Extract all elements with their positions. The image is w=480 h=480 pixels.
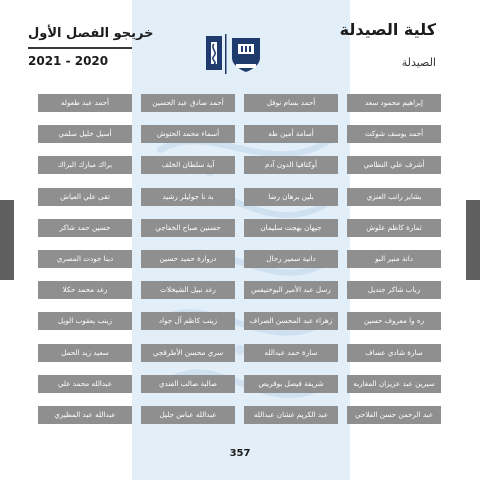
class-title: خريجو الفصل الأول	[28, 26, 154, 41]
department-subtitle: الصيدلة	[401, 56, 436, 69]
graduate-name: بة نا جوليلر رشيد	[141, 188, 235, 206]
graduate-name: جيهان بهجت سليمان	[244, 219, 338, 237]
graduate-name: رسل عبد الأمير البوخنيفس	[244, 281, 338, 299]
graduate-name: أحمد بسام نوفل	[244, 94, 338, 112]
graduate-name: بلين برهان رضا	[244, 188, 338, 206]
graduate-name: سعيد زيد الحمل	[38, 344, 132, 362]
graduate-name: أسيل خليل سلمي	[38, 125, 132, 143]
graduate-name: زهراء عبد المحسن الصراف	[244, 312, 338, 330]
graduate-name: ثمارة كاظم علوش	[347, 219, 441, 237]
right-side-tab	[466, 200, 480, 280]
graduate-name: أحمد صادق عبد الحسين	[141, 94, 235, 112]
graduate-name: رغد محمد حكلا	[38, 281, 132, 299]
graduate-name: شريفة فيصل بوقريص	[244, 375, 338, 393]
faculty-title: كلية الصيدلة	[339, 20, 436, 39]
title-divider	[28, 47, 132, 49]
graduate-name: سارة شادي عساف	[347, 344, 441, 362]
graduate-name: دانة منير البو	[347, 250, 441, 268]
graduate-name: سيرين عبد عزيزان المغاربه	[347, 375, 441, 393]
graduate-name: حسنين صباح الخفاجي	[141, 219, 235, 237]
left-side-tab	[0, 200, 14, 280]
graduate-name: بشاير راتب العنزي	[347, 188, 441, 206]
graduate-name: عبدالله عباس جليل	[141, 406, 235, 424]
graduates-grid	[38, 94, 441, 424]
graduate-name: عبد الرحمن حسن الفلاحي	[347, 406, 441, 424]
graduate-name: أسماء محمد الحتوش	[141, 125, 235, 143]
graduate-name: دينا جودت المصري	[38, 250, 132, 268]
graduate-name: براك مبارك البراك	[38, 156, 132, 174]
graduate-name: آية سلطان الخلف	[141, 156, 235, 174]
graduate-name: أحمد عبد طعوله	[38, 94, 132, 112]
graduate-name: زينب كاظم آل جواد	[141, 312, 235, 330]
graduate-name: دروازة حميد حسين	[141, 250, 235, 268]
graduate-name: إبراهيم محمود سعد	[347, 94, 441, 112]
graduate-name: ره وا معروف حسين	[347, 312, 441, 330]
graduate-name: حسين حمد شاكر	[38, 219, 132, 237]
graduate-name: دانية سمير رحال	[244, 250, 338, 268]
graduate-name: رغد نبيل الشيخلات	[141, 281, 235, 299]
university-logo-icon	[206, 34, 268, 74]
graduate-name: سري محسن الأطرقجي	[141, 344, 235, 362]
graduate-name: أوكتافيا الدون آدم	[244, 156, 338, 174]
graduate-name: أسامة أمين طه	[244, 125, 338, 143]
graduate-name: سارة حمد عبدالله	[244, 344, 338, 362]
graduate-name: صالبة صالب الفندي	[141, 375, 235, 393]
graduate-name: عبد الكريم غشان عبدالله	[244, 406, 338, 424]
graduate-name: عبدالله محمد علي	[38, 375, 132, 393]
graduate-name: أشرف علي النظامي	[347, 156, 441, 174]
page-number: 357	[229, 448, 251, 459]
graduate-name: زينب يعقوب الويل	[38, 312, 132, 330]
graduate-name: أحمد يوسف شوكت	[347, 125, 441, 143]
graduate-name: رباب شاكر جنديل	[347, 281, 441, 299]
graduate-name: عبدالله عبد المطيري	[38, 406, 132, 424]
graduate-name: تقى علي العياش	[38, 188, 132, 206]
academic-years: 2021 - 2020	[28, 54, 109, 68]
